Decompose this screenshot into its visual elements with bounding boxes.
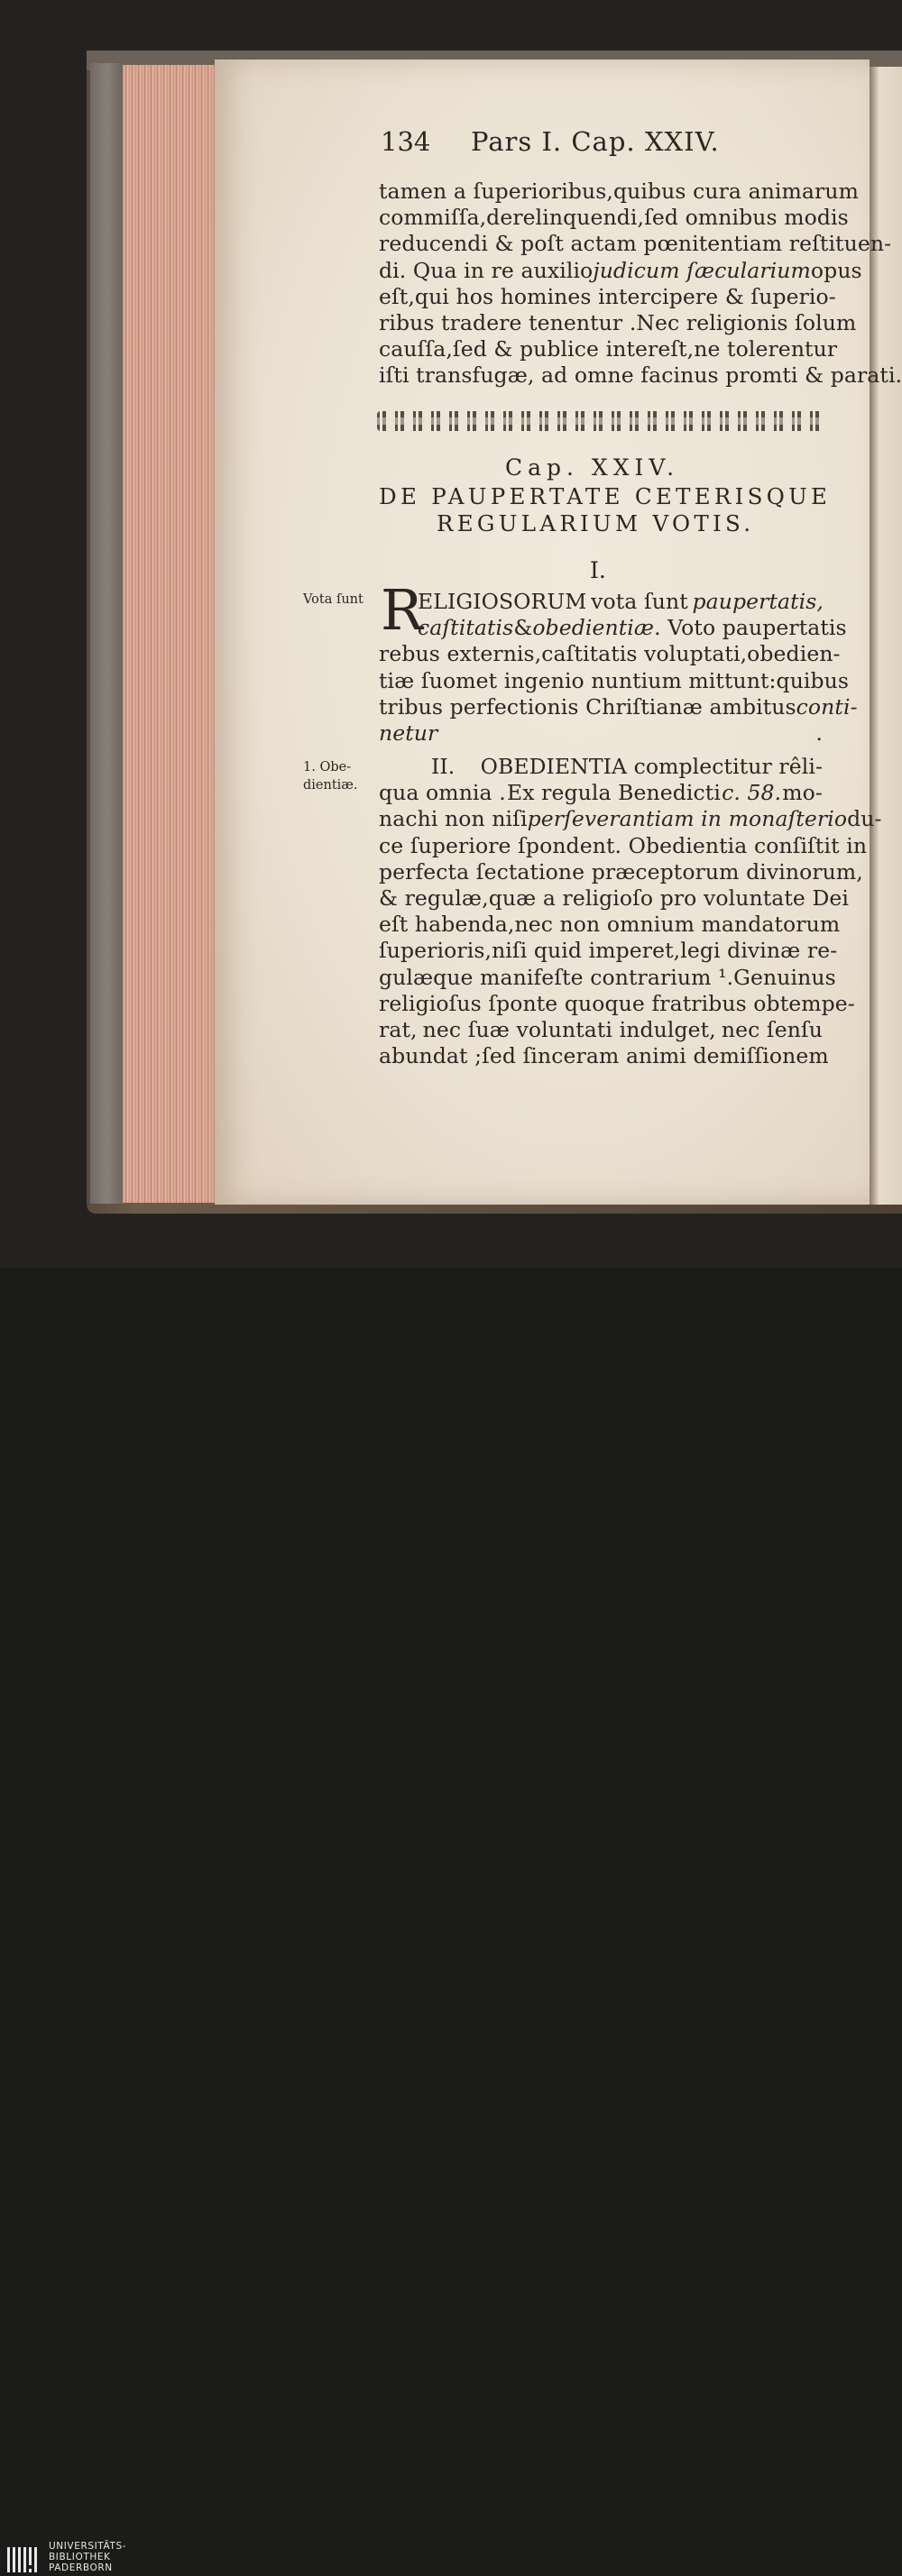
margin-note-vota: Vota ſunt	[303, 592, 364, 607]
text-run: abundat ;	[379, 1043, 483, 1069]
text-line	[379, 938, 838, 964]
running-head: Pars I. Cap. XXIV.	[471, 126, 720, 157]
text-run: tiæ ſuomet ingenio nuntium mittunt:	[379, 667, 777, 693]
page-number: 134	[381, 126, 431, 157]
text-run: ſed & publice intereſt,	[452, 336, 695, 362]
text-run: nachi non niſi	[379, 806, 528, 832]
text-run: Genuinus	[733, 964, 836, 990]
text-run: derelinquendi,	[486, 205, 645, 231]
text-line	[379, 912, 841, 938]
text-run: tamen a ſuperioribus,	[379, 179, 613, 204]
text-run: .	[815, 720, 823, 746]
text-run: conti-	[796, 693, 858, 720]
text-line	[418, 615, 847, 641]
text-line	[379, 1043, 829, 1069]
text-line	[418, 589, 824, 614]
library-footer	[0, 1269, 902, 2573]
text-run: Nec religionis ſolum	[636, 310, 857, 335]
text-run: netur	[379, 720, 438, 746]
text-run: . Voto paupertatis	[654, 615, 847, 641]
text-run: vota ſunt	[591, 589, 688, 614]
text-run: commiſſa,	[379, 205, 487, 231]
chapter-title-line2: REGULARIUM VOTIS.	[437, 510, 755, 536]
text-run: ſuperioris,	[379, 938, 492, 964]
text-run: & regulæ,	[379, 885, 489, 911]
text-run: nec ſuæ voluntati indulget,	[422, 1017, 716, 1042]
text-run: gulæque manifeſte contrarium ¹.	[379, 964, 734, 990]
text-run: ELIGIOSORUM	[418, 589, 587, 614]
text-run: c. 58.	[722, 780, 782, 806]
text-run: quibus cura animarum	[612, 179, 859, 204]
text-run: perſeverantiam in monaſterio	[527, 806, 848, 832]
text-run: ſed ſinceram animi demiſſionem	[482, 1043, 829, 1069]
text-run: qui hos homines intercipere & ſuperio-	[414, 283, 836, 309]
margin-note-obedientiae-2: dientiæ.	[303, 778, 358, 793]
text-run: quibus	[776, 667, 850, 693]
text-line	[379, 667, 850, 693]
text-run: du-	[847, 806, 882, 832]
text-run: ſed omnibus modis	[644, 205, 849, 231]
text-run: Ex regula Benedicti	[506, 780, 721, 806]
text-run: legi divinæ re-	[680, 938, 838, 964]
text-run: caſtitatis voluptati,	[541, 641, 748, 667]
text-run: niſi quid imperet,	[492, 938, 681, 964]
text-run: tribus perfectionis Chriſtianæ ambitus	[379, 693, 796, 720]
margin-note-obedientiae-1: 1. Obe-	[303, 760, 352, 775]
text-line	[379, 832, 868, 858]
text-line	[379, 641, 841, 667]
text-run: ne tolerentur	[694, 336, 838, 362]
text-line	[379, 336, 838, 362]
section-number: I.	[590, 557, 606, 583]
text-line	[379, 310, 857, 335]
text-run: nec ſenſu	[721, 1017, 823, 1042]
text-line	[379, 231, 892, 257]
text-run: cauſſa,	[379, 336, 453, 362]
text-run: eſt habenda,	[379, 912, 515, 938]
text-line	[379, 205, 849, 231]
text-run: paupertatis,	[692, 589, 824, 614]
text-line	[379, 806, 882, 832]
text-run: nec non omnium mandatorum	[514, 912, 841, 938]
text-run: iſti transfugæ, ad omne facinus promti & parati.	[379, 362, 902, 389]
text-line	[379, 179, 859, 204]
text-line	[431, 754, 823, 779]
text-run: religioſus ſponte quoque fratribus obtempe-	[379, 990, 855, 1016]
page-edges	[123, 65, 218, 1203]
spine-edge	[90, 63, 124, 1204]
text-run: eſt,	[379, 283, 415, 309]
text-run: caſtitatis	[418, 615, 514, 641]
text-run: perfecta ſectatione præceptorum divinorum,	[379, 858, 863, 885]
text-line	[379, 990, 855, 1016]
text-line	[379, 885, 850, 911]
text-line	[379, 283, 836, 309]
text-run: II.	[431, 754, 456, 779]
chapter-heading: Cap. XXIV.	[505, 454, 680, 481]
text-line	[379, 257, 862, 283]
text-run: obedien-	[747, 641, 841, 667]
text-run: quæ a religioſo pro voluntate Dei	[488, 885, 850, 911]
drop-cap: R	[381, 577, 423, 643]
text-run: &	[513, 615, 533, 641]
text-run: ce ſuperiore ſpondent. Obedientia conſiſtit in	[379, 832, 868, 858]
text-run: ribus tradere tenentur .	[379, 310, 637, 335]
text-line	[379, 1017, 823, 1042]
text-run: OBEDIENTIA complectitur rêli-	[480, 754, 823, 779]
chapter-title-line1: DE PAUPERTATE CETERISQUE	[379, 483, 832, 509]
ornament-divider	[377, 411, 824, 431]
library-name-line2: BIBLIOTHEK	[49, 2552, 111, 2562]
text-run: di. Qua in re auxilio	[379, 257, 594, 283]
book-scan	[0, 0, 902, 1269]
text-line	[379, 964, 836, 990]
text-line	[379, 858, 863, 885]
text-line	[379, 693, 858, 720]
text-run: rebus externis,	[379, 641, 542, 667]
text-line	[379, 780, 823, 805]
text-run: rat,	[379, 1017, 418, 1042]
library-name-line1: UNIVERSITÄTS-	[49, 2541, 127, 2552]
text-run: opus	[810, 257, 862, 283]
text-run: obedientiæ	[532, 615, 655, 641]
library-name-line3: PADERBORN	[49, 2562, 113, 2573]
text-run: judicum ſæcularium	[593, 257, 811, 283]
text-run: reducendi & poſt actam pœnitentiam reſtituen-	[379, 231, 892, 257]
text-run: qua omnia .	[379, 780, 506, 806]
text-run: mo-	[782, 780, 823, 806]
text-line	[379, 720, 823, 746]
text-line	[379, 362, 902, 389]
library-logo-icon	[7, 2544, 40, 2576]
